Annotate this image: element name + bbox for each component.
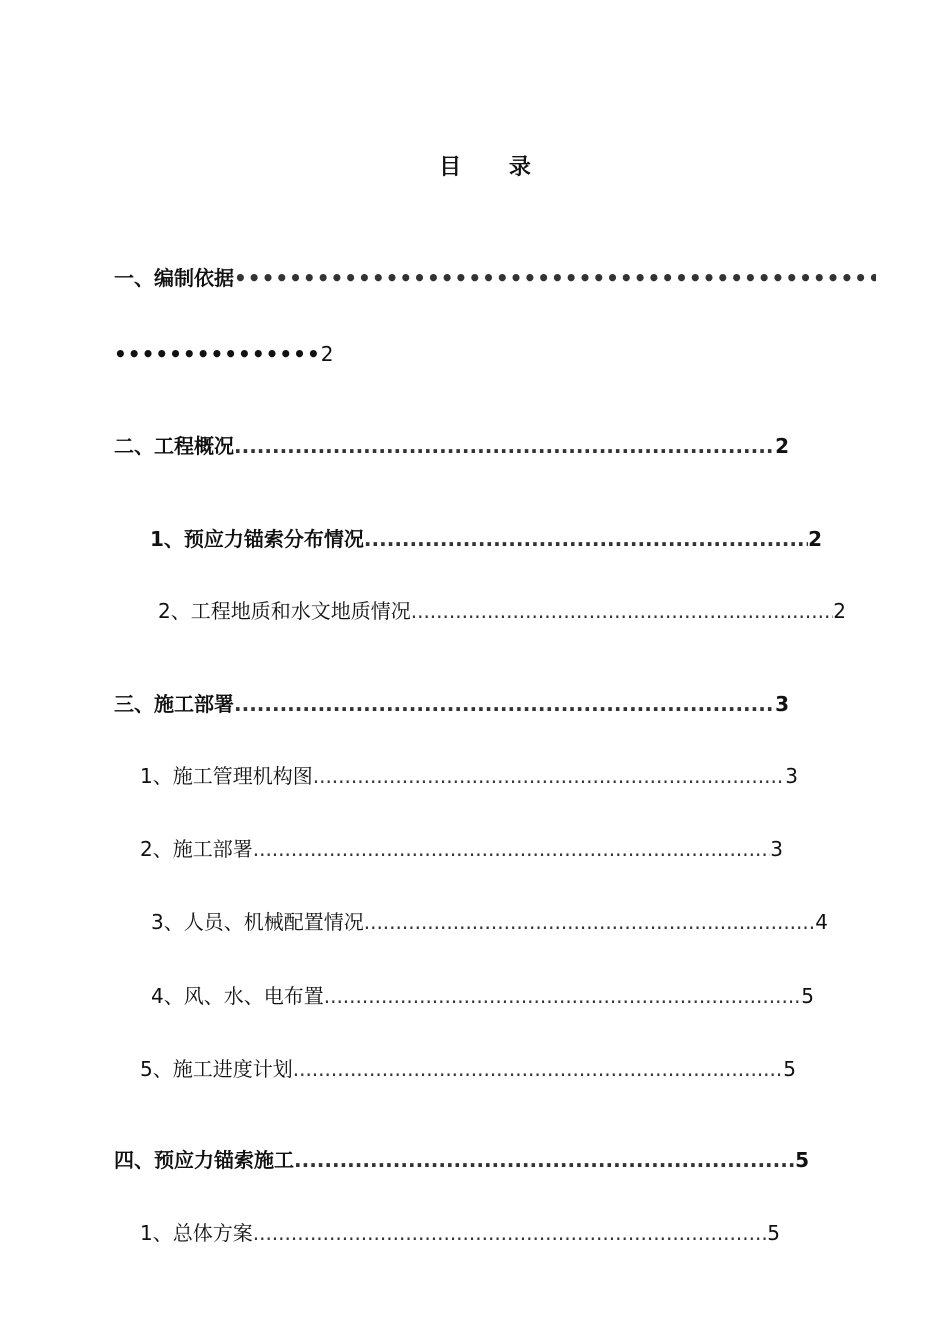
toc-dot-leader xyxy=(364,525,808,553)
toc-entry-label: 4、风、水、电布置 xyxy=(151,984,324,1008)
toc-dot-leader: ••••••••••••••• xyxy=(114,342,321,366)
toc-entry-1[interactable] xyxy=(114,264,876,292)
toc-page-number: 4 xyxy=(815,910,828,934)
toc-page-number: 5 xyxy=(795,1148,809,1172)
toc-entry-label: 一、编制依据 xyxy=(114,266,234,290)
toc-dot-leader xyxy=(293,1055,784,1083)
toc-page-number: 5 xyxy=(767,1221,780,1245)
toc-page-number: 3 xyxy=(775,692,789,716)
toc-dot-leader xyxy=(364,908,816,936)
toc-dot-leader xyxy=(234,690,775,718)
toc-page-number: 5 xyxy=(801,984,814,1008)
toc-dot-leader xyxy=(234,264,876,292)
toc-entry-3-3[interactable] xyxy=(151,908,828,936)
toc-entry-label: 三、施工部署 xyxy=(114,692,234,716)
toc-entry-3-1[interactable] xyxy=(140,762,798,790)
page-title: 目 录 xyxy=(439,155,551,180)
toc-page-number: 3 xyxy=(770,837,783,861)
toc-entry-label: 1、施工管理机构图 xyxy=(140,764,313,788)
toc-dot-leader xyxy=(313,762,786,790)
toc-entry-3[interactable] xyxy=(114,690,789,718)
toc-entry-label: 二、工程概况 xyxy=(114,434,234,458)
toc-page-number: 3 xyxy=(785,764,798,788)
toc-entry-2-2[interactable] xyxy=(158,597,846,625)
toc-entry-4[interactable] xyxy=(114,1146,809,1174)
toc-entry-label: 四、预应力锚索施工 xyxy=(114,1148,294,1172)
toc-dot-leader xyxy=(253,1219,768,1247)
toc-dot-leader xyxy=(253,835,771,863)
toc-page-number: 2 xyxy=(320,342,334,366)
toc-dot-leader xyxy=(234,432,775,460)
toc-entry-label: 3、人员、机械配置情况 xyxy=(151,910,364,934)
toc-entry-label: 2、工程地质和水文地质情况 xyxy=(158,599,411,623)
toc-page-number: 2 xyxy=(833,599,846,623)
toc-dot-leader xyxy=(294,1146,795,1174)
toc-page-number: 5 xyxy=(783,1057,796,1081)
toc-entry-4-1[interactable] xyxy=(140,1219,780,1247)
toc-page-number: 2 xyxy=(775,434,789,458)
toc-entry-1-continued[interactable] xyxy=(114,340,333,368)
toc-entry-2-1[interactable] xyxy=(150,525,822,553)
toc-page-number: 2 xyxy=(808,527,822,551)
toc-entry-label: 1、总体方案 xyxy=(140,1221,253,1245)
toc-entry-3-4[interactable] xyxy=(151,982,814,1010)
toc-entry-label: 1、预应力锚索分布情况 xyxy=(150,527,364,551)
toc-entry-3-5[interactable] xyxy=(140,1055,796,1083)
toc-entry-label: 5、施工进度计划 xyxy=(140,1057,293,1081)
toc-dot-leader xyxy=(411,597,834,625)
toc-dot-leader xyxy=(324,982,802,1010)
toc-entry-label: 2、施工部署 xyxy=(140,837,253,861)
toc-entry-2[interactable] xyxy=(114,432,789,460)
toc-entry-3-2[interactable] xyxy=(140,835,783,863)
